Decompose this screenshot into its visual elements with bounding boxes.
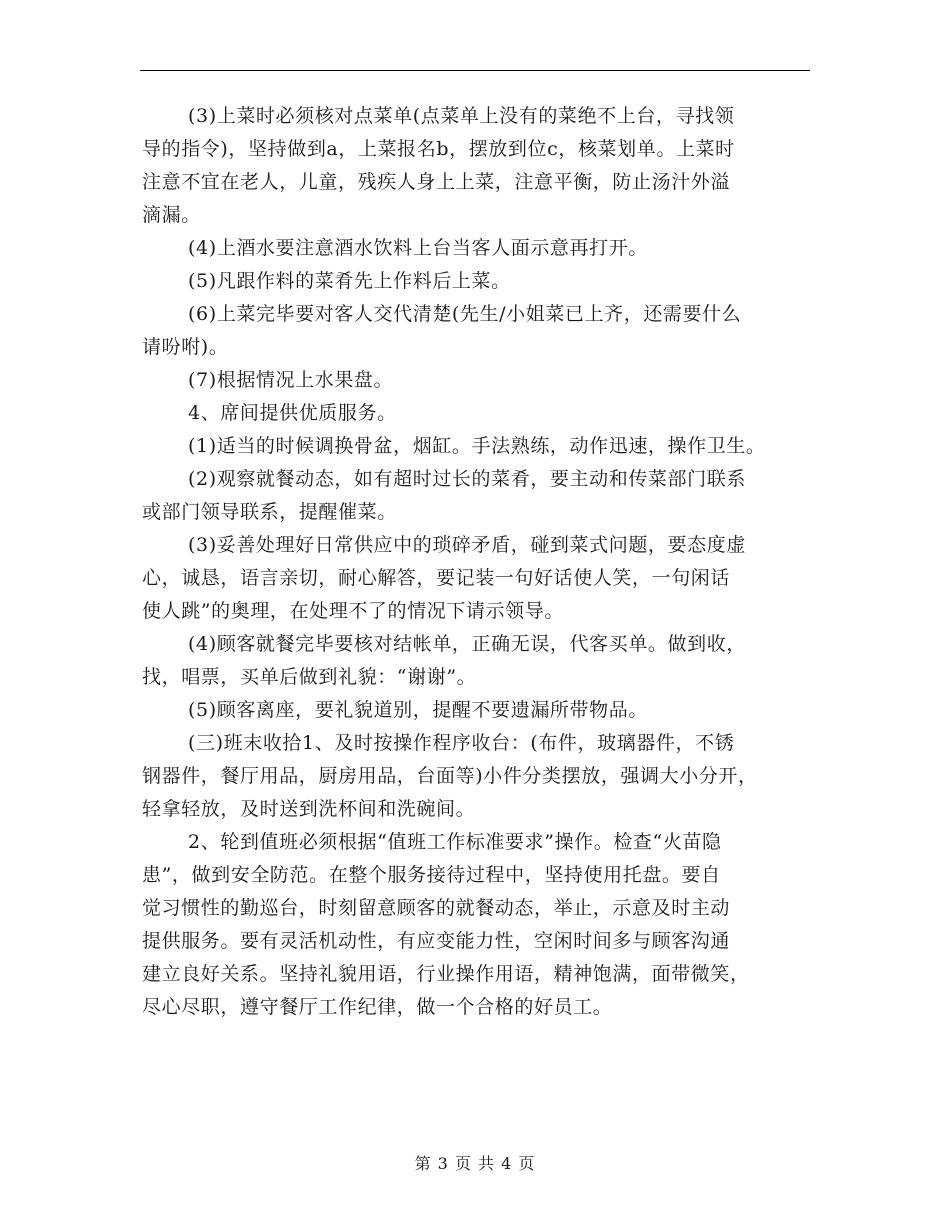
paragraph-line: (3)妥善处理好日常供应中的琐碎矛盾，碰到菜式问题，要态度虚 (188, 534, 746, 556)
paragraph-line: 患”，做到安全防范。在整个服务接待过程中，坚持使用托盘。要自 (142, 864, 721, 886)
paragraph-line: (5)顾客离座，要礼貌道别，提醒不要遗漏所带物品。 (188, 699, 648, 721)
paragraph-line: 钢器件，餐厅用品，厨房用品，台面等)小件分类摆放，强调大小分开， (142, 765, 758, 787)
paragraph-line: 建立良好关系。坚持礼貌用语，行业操作用语，精神饱满，面带微笑， (142, 963, 750, 985)
paragraph-line: (4)顾客就餐完毕要核对结帐单，正确无误，代客买单。做到收， (188, 633, 746, 655)
paragraph-line: (2)观察就餐动态，如有超时过长的菜肴，要主动和传菜部门联系 (188, 468, 746, 490)
paragraph-line: 或部门领导联系，提醒催菜。 (142, 501, 397, 523)
paragraph-line: 滴漏。 (142, 204, 201, 226)
paragraph-line: 请吩咐)。 (142, 336, 229, 358)
page-footer: 第 3 页 共 4 页 (414, 1154, 536, 1173)
paragraph-line: 导的指令)，坚持做到a，上菜报名b，摆放到位c，核菜划单。上菜时 (142, 138, 735, 160)
paragraph-line: 提供服务。要有灵活机动性，有应变能力性，空闲时间多与顾客沟通 (142, 930, 731, 952)
body-text (142, 100, 810, 1024)
paragraph-line: 觉习惯性的勤巡台，时刻留意顾客的就餐动态，举止，示意及时主动 (142, 897, 731, 919)
paragraph-line: 2、轮到值班必须根据“值班工作标准要求”操作。检查“火苗隐 (188, 831, 722, 853)
paragraph-line: 轻拿轻放，及时送到洗杯间和洗碗间。 (142, 798, 476, 820)
paragraph-line: 注意不宜在老人，儿童，残疾人身上上菜，注意平衡，防止汤汁外溢 (142, 171, 731, 193)
paragraph-line: 4、席间提供优质服务。 (188, 402, 397, 424)
paragraph-line: (3)上菜时必须核对点菜单(点菜单上没有的菜绝不上台，寻找领 (188, 105, 735, 127)
paragraph-line: 心，诚恳，语言亲切，耐心解答，要记装一句好话使人笑，一句闲话 (142, 567, 731, 589)
paragraph-line: 找，唱票，买单后做到礼貌：“谢谢”。 (142, 666, 477, 688)
paragraph-line: 尽心尽职，遵守餐厅工作纪律，做一个合格的好员工。 (142, 996, 613, 1018)
header-rule (140, 70, 810, 71)
paragraph-line: (三)班末收拾1、及时按操作程序收台：(布件，玻璃器件，不锈 (188, 732, 735, 754)
paragraph-line: (1)适当的时候调换骨盆，烟缸。手法熟练，动作迅速，操作卫生。 (188, 435, 766, 457)
paragraph-line: (4)上酒水要注意酒水饮料上台当客人面示意再打开。 (188, 237, 648, 259)
paragraph-line: (6)上菜完毕要对客人交代清楚(先生/小姐菜已上齐，还需要什么 (188, 303, 742, 325)
paragraph-line: 使人跳”的奥理，在处理不了的情况下请示领导。 (142, 600, 564, 622)
paragraph-line: (7)根据情况上水果盘。 (188, 369, 394, 391)
paragraph-line: (5)凡跟作料的菜肴先上作料后上菜。 (188, 270, 511, 292)
